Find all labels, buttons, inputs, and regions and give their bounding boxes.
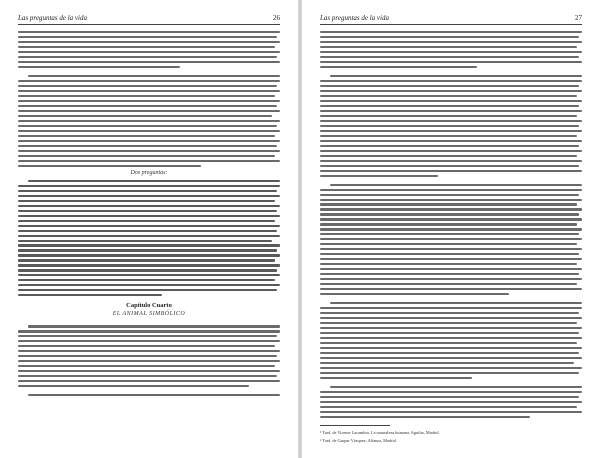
left-page-number: 26 [273, 14, 280, 22]
left-page-header [18, 14, 280, 25]
footnotes [320, 425, 582, 446]
right-page-header [320, 14, 582, 25]
right-page-number: 27 [575, 14, 582, 22]
right-paragraph-5 [320, 386, 582, 418]
left-paragraph-4 [18, 394, 280, 396]
right-paragraph-2 [320, 75, 582, 177]
right-page [301, 0, 600, 458]
right-paragraph-3 [320, 184, 582, 296]
right-running-head: Las preguntas de la vida [320, 14, 389, 22]
left-italic-passage [18, 180, 280, 297]
right-paragraph-4 [320, 302, 582, 379]
left-running-head: Las preguntas de la vida [18, 14, 87, 22]
footnote-rule [320, 425, 390, 426]
chapter-subtitle: EL ANIMAL SIMBÓLICO [112, 311, 186, 318]
footnote-1: ¹ Trad. de Vicente Lacambra, La naturaleza humana, Aguilar, Madrid. [320, 430, 440, 435]
left-paragraph-3 [18, 325, 280, 387]
chapter-heading: Capítulo Cuarto [126, 302, 172, 310]
footnote-2: ² Trad. de Gaspar Vázquez, Alianza, Madrid. [320, 438, 397, 443]
left-page [0, 0, 299, 458]
section-marker: Dos preguntas: [130, 169, 168, 176]
left-paragraph-1 [18, 31, 280, 68]
left-paragraph-2 [18, 75, 280, 167]
right-paragraph-1 [320, 31, 582, 68]
